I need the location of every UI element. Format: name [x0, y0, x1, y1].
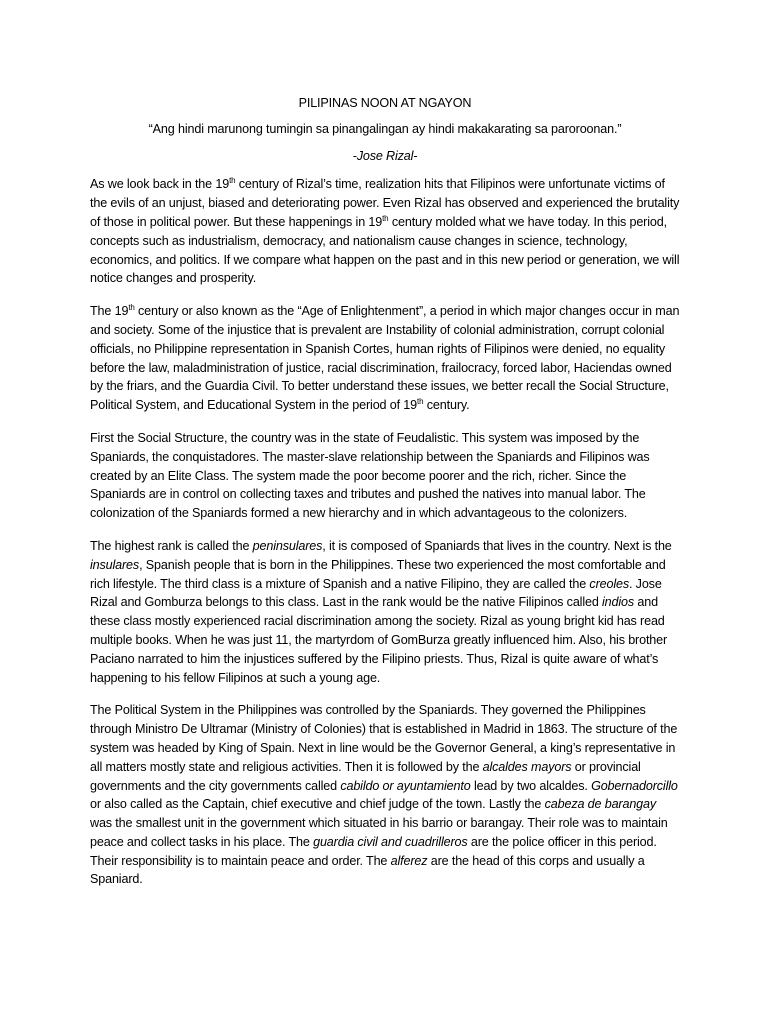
quote-author: -Jose Rizal-: [352, 148, 418, 163]
text-run: , Spanish people that is born in the Philippines. These two experienced the most comfortable and rich lifestyle. The third class is a mixture of Spanish and a native Filipino, they are called the: [90, 557, 666, 591]
superscript: th: [382, 213, 389, 223]
italic-term: Gobernadorcillo: [591, 778, 678, 793]
document-title: PILIPINAS NOON AT NGAYON: [298, 96, 472, 110]
text-run: century or also known as the “Age of Enlightenment”, a period in which major changes occur in man and society. Some of the injustice that is prevalent are Instability of colonial administration, corrupt colonial officials, no Philippine representation in Spanish Cortes, human rights of Filipinos were denied, no equality before the law, maladministration of justice, racial discrimination, frailocracy, forced labor, Haciendas owned by the friars, and the Guardia Civil. To better understand these issues, we better recall the Social Structure, Political System, and Educational System in the period of 19: [90, 304, 680, 413]
text-run: lead by two alcaldes.: [470, 778, 592, 793]
italic-term: insulares: [90, 557, 140, 572]
italic-term: alferez: [390, 853, 428, 868]
italic-term: cabildo or ayuntamiento: [340, 778, 471, 793]
text-run: century of Rizal’s time, realization hits that Filipinos were unfortunate victims of the evils of an unjust, biased and deteriorating power. Even Rizal has observed and experienced the brutality of those in political power. But these happenings in 19: [90, 177, 680, 229]
text-run: are the police officer in this period. Their responsibility is to maintain peace and order. The: [90, 834, 657, 868]
text-run: and these class mostly experienced racial discrimination among the society. Rizal as young bright kid has read multiple books. When he was just 11, the martyrdom of GomBurza greatly influenced him. Also, his brother Paciano narrated to him the injustices suffered by the Filipino priests. Thus, Rizal is quite aware of what’s happening to his fellow Filipinos at such a young age.: [90, 595, 668, 685]
italic-term: guardia civil and cuadrilleros: [313, 834, 468, 849]
text-run: are the head of this corps and usually a Spaniard.: [90, 853, 645, 887]
italic-term: peninsulares: [252, 538, 323, 553]
text-run: century molded what we have today. In this period, concepts such as industrialism, democracy, and nationalism cause changes in science, technology, economics, and politics. If we compare what happen on the past and in this new period or generation, we will notice changes and prosperity.: [90, 214, 680, 286]
text-run: The 19: [90, 304, 129, 319]
rizal-quote: “Ang hindi marunong tumingin sa pinangalingan ay hindi makakarating sa paroroonan.”: [148, 121, 622, 136]
paragraph-intro: [90, 175, 680, 288]
paragraph-social-classes: [90, 537, 680, 687]
document-page: [90, 94, 680, 903]
text-run: . Jose Rizal and Gomburza belongs to this class. Last in the rank would be the native Filipinos called: [90, 576, 662, 610]
text-run: century.: [423, 398, 470, 413]
italic-term: indios: [602, 595, 635, 610]
text-run: or provincial governments and the city governments called: [90, 759, 641, 793]
italic-term: cabeza de barangay: [544, 797, 657, 812]
text-run: The highest rank is called the: [90, 538, 253, 553]
superscript: th: [229, 176, 236, 186]
text-run: , it is composed of Spaniards that lives in the country. Next is the: [322, 538, 672, 553]
italic-term: creoles: [589, 576, 629, 591]
text-run: or also called as the Captain, chief executive and chief judge of the town. Lastly the: [90, 797, 545, 812]
paragraph-enlightenment: [90, 302, 680, 415]
text-run: As we look back in the 19: [90, 177, 230, 192]
superscript: th: [417, 396, 424, 406]
paragraph-social-structure: First the Social Structure, the country was in the state of Feudalistic. This system was imposed by the Spaniards, the conquistadores. The master-slave relationship between the Spaniards and Filipinos was created by an Elite Class. The system made the poor become poorer and the rich, richer. Since the Spaniards are in control on collecting taxes and tributes and pushed the natives into manual labor. The colonization of the Spaniards formed a new hierarchy and in which advantageous to the colonizers.: [90, 430, 650, 521]
paragraph-political-system: [90, 701, 680, 889]
italic-term: alcaldes mayors: [482, 759, 572, 774]
superscript: th: [128, 302, 135, 312]
text-run: The Political System in the Philippines was controlled by the Spaniards. They governed the Philippines through Ministro De Ultramar (Ministry of Colonies) that is established in Madrid in 1863. The structure of the system was headed by King of Spain. Next in line would be the Governor General, a king’s representative in all matters mostly state and religious activities. Then it is followed by the: [90, 703, 678, 774]
text-run: was the smallest unit in the government which situated in his barrio or barangay. Their role was to maintain peace and collect tasks in his place. The: [90, 816, 668, 849]
